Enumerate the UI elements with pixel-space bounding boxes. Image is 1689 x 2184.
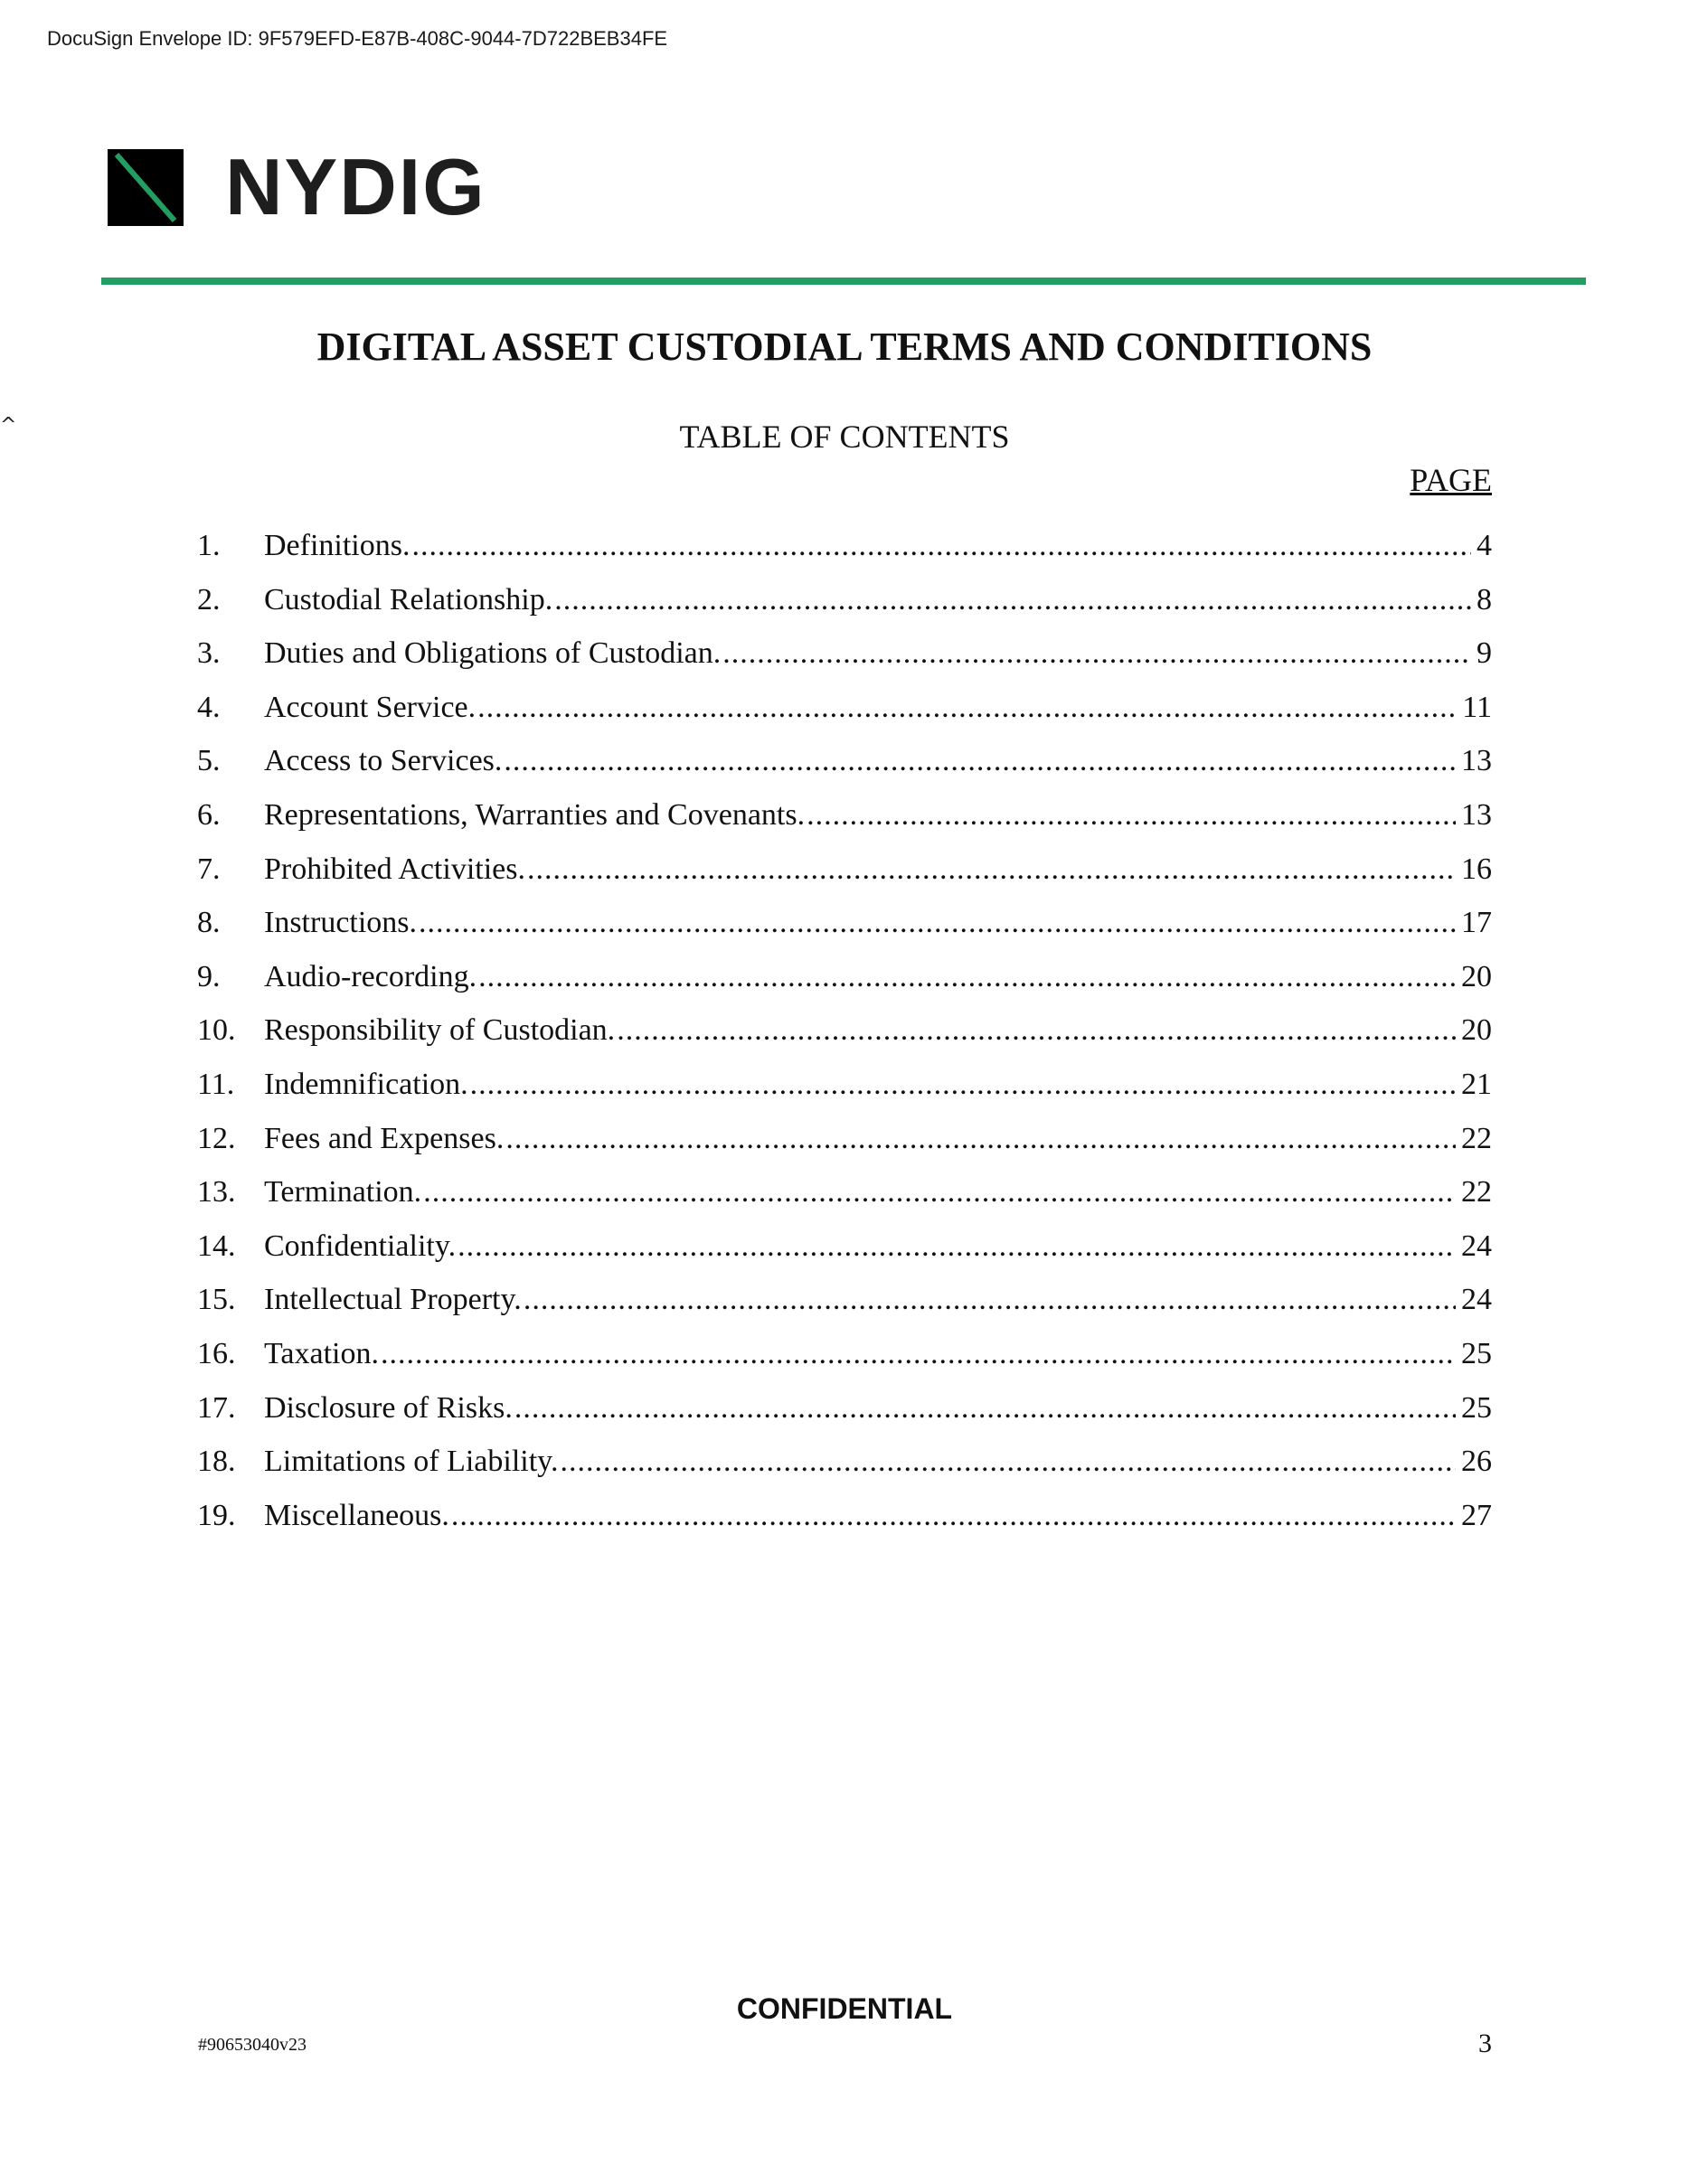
toc-entry[interactable] <box>197 960 1492 1014</box>
toc-heading: TABLE OF CONTENTS <box>679 419 1010 455</box>
toc-entry-label: Access to Services. <box>264 744 503 778</box>
toc-dot-leader <box>514 1391 1456 1426</box>
document-id: #90653040v23 <box>198 2035 307 2055</box>
toc-entry[interactable] <box>197 1337 1492 1391</box>
toc-dot-leader <box>554 583 1471 617</box>
toc-entry-number: 17. <box>197 1390 236 1425</box>
toc-entry-number: 6. <box>197 797 221 832</box>
toc-entry-number: 14. <box>197 1228 236 1263</box>
toc-entry-label: Limitations of Liability. <box>264 1445 559 1479</box>
toc-dot-leader <box>524 1283 1456 1317</box>
nydig-slash-logo-icon <box>108 149 184 226</box>
toc-entry[interactable] <box>197 852 1492 907</box>
toc-dot-leader <box>423 1175 1456 1210</box>
toc-entry-label: Instructions. <box>264 906 418 940</box>
toc-entry[interactable] <box>197 1229 1492 1284</box>
toc-entry-page: 24 <box>1461 1283 1492 1317</box>
toc-entry-label: Account Service. <box>264 690 477 724</box>
toc-entry-page: 22 <box>1461 1175 1492 1210</box>
toc-entry[interactable] <box>197 1283 1492 1337</box>
toc-entry[interactable] <box>197 1122 1492 1176</box>
table-of-contents <box>197 529 1492 1552</box>
toc-entry-page: 16 <box>1461 852 1492 886</box>
toc-entry-page: 11 <box>1462 690 1492 724</box>
toc-entry-label: Custodial Relationship. <box>264 582 553 617</box>
toc-entry[interactable] <box>197 1499 1492 1553</box>
toc-entry[interactable] <box>197 1068 1492 1122</box>
toc-entry[interactable] <box>197 636 1492 691</box>
toc-entry-number: 3. <box>197 636 221 671</box>
toc-entry[interactable] <box>197 1391 1492 1445</box>
toc-entry-number: 16. <box>197 1336 236 1370</box>
toc-entry[interactable] <box>197 1013 1492 1068</box>
toc-entry-page: 9 <box>1477 636 1492 671</box>
toc-entry-page: 20 <box>1461 959 1492 993</box>
header-divider <box>101 278 1586 285</box>
toc-entry-number: 9. <box>197 959 221 993</box>
document-title: DIGITAL ASSET CUSTODIAL TERMS AND CONDITIONS <box>316 325 1373 369</box>
toc-entry[interactable] <box>197 744 1492 798</box>
toc-entry-page: 13 <box>1461 797 1492 832</box>
toc-entry-number: 15. <box>197 1283 236 1317</box>
toc-entry-number: 12. <box>197 1121 236 1155</box>
toc-entry-page: 8 <box>1477 582 1492 617</box>
toc-dot-leader <box>807 798 1456 833</box>
toc-entry-label: Fees and Expenses. <box>264 1121 505 1155</box>
toc-entry-label: Indemnification. <box>264 1067 468 1101</box>
toc-dot-leader <box>458 1229 1456 1264</box>
toc-entry-number: 18. <box>197 1445 236 1479</box>
toc-entry-number: 7. <box>197 852 221 886</box>
toc-entry-label: Disclosure of Risks. <box>264 1390 513 1425</box>
toc-entry-number: 19. <box>197 1498 236 1532</box>
toc-entry[interactable] <box>197 906 1492 960</box>
toc-dot-leader <box>722 636 1471 671</box>
toc-entry-label: Termination. <box>264 1175 422 1210</box>
toc-dot-leader <box>478 960 1456 994</box>
page-number: 3 <box>1478 2029 1492 2058</box>
toc-dot-leader <box>504 744 1456 778</box>
toc-entry[interactable] <box>197 529 1492 583</box>
logo-wordmark: NYDIG <box>225 142 486 231</box>
toc-entry-number: 10. <box>197 1013 236 1048</box>
toc-entry-label: Audio-recording. <box>264 959 477 993</box>
toc-entry-number: 2. <box>197 582 221 617</box>
toc-dot-leader <box>617 1013 1456 1048</box>
toc-entry-page: 25 <box>1461 1390 1492 1425</box>
toc-entry-page: 26 <box>1461 1445 1492 1479</box>
toc-entry-label: Taxation. <box>264 1336 379 1370</box>
toc-entry-number: 4. <box>197 690 221 724</box>
toc-entry[interactable] <box>197 1445 1492 1499</box>
toc-entry-label: Miscellaneous. <box>264 1498 449 1532</box>
toc-entry-page: 22 <box>1461 1121 1492 1155</box>
toc-dot-leader <box>411 529 1471 563</box>
toc-entry-number: 5. <box>197 744 221 778</box>
nydig-logo <box>108 142 486 231</box>
toc-dot-leader <box>451 1499 1456 1533</box>
toc-entry-label: Responsibility of Custodian. <box>264 1013 616 1048</box>
toc-dot-leader <box>381 1337 1456 1371</box>
toc-entry[interactable] <box>197 691 1492 745</box>
toc-entry-page: 13 <box>1461 744 1492 778</box>
toc-entry-label: Confidentiality. <box>264 1228 457 1263</box>
toc-entry-label: Prohibited Activities. <box>264 852 525 886</box>
toc-entry-label: Duties and Obligations of Custodian. <box>264 636 722 671</box>
toc-entry[interactable] <box>197 583 1492 637</box>
toc-entry-label: Representations, Warranties and Covenants. <box>264 797 806 832</box>
toc-entry-label: Definitions. <box>264 529 410 562</box>
toc-entry-page: 24 <box>1461 1228 1492 1263</box>
toc-entry-page: 25 <box>1461 1336 1492 1370</box>
toc-dot-leader <box>560 1445 1456 1479</box>
toc-dot-leader <box>419 906 1456 940</box>
confidential-label: CONFIDENTIAL <box>736 1992 953 2025</box>
toc-entry-page: 17 <box>1461 906 1492 940</box>
toc-entry-page: 4 <box>1477 529 1492 562</box>
toc-entry[interactable] <box>197 1175 1492 1229</box>
toc-entry-label: Intellectual Property. <box>264 1283 522 1317</box>
toc-entry-page: 20 <box>1461 1013 1492 1048</box>
toc-entry-number: 11. <box>197 1067 235 1101</box>
toc-entry[interactable] <box>197 798 1492 852</box>
page-column-label: PAGE <box>1410 462 1492 498</box>
toc-entry-page: 21 <box>1461 1067 1492 1101</box>
toc-dot-leader <box>505 1122 1456 1156</box>
toc-dot-leader <box>477 691 1457 725</box>
toc-entry-number: 8. <box>197 906 221 940</box>
toc-dot-leader <box>527 852 1456 887</box>
caret-mark-icon: ^ <box>0 414 17 437</box>
docusign-envelope-id: DocuSign Envelope ID: 9F579EFD-E87B-408C-9044-7D722BEB34FE <box>47 27 668 50</box>
toc-entry-number: 13. <box>197 1175 236 1210</box>
toc-entry-number: 1. <box>197 529 221 562</box>
toc-entry-page: 27 <box>1461 1498 1492 1532</box>
toc-dot-leader <box>470 1068 1456 1102</box>
